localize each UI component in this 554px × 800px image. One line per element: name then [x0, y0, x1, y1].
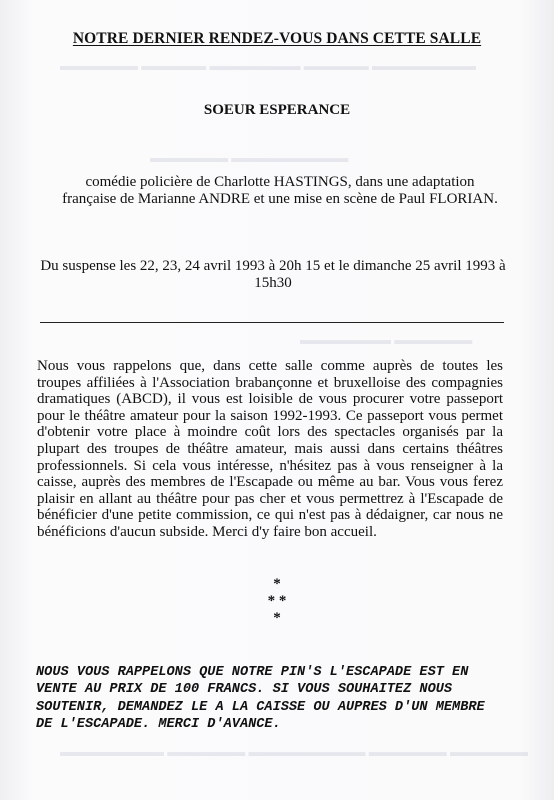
bleed-through: ▬▬▬▬▬▬▬ ▬▬▬▬▬▬	[300, 332, 473, 347]
asterism-top: *	[273, 576, 281, 592]
asterism-middle: * *	[267, 593, 287, 609]
bleed-through: ▬▬▬▬▬▬ ▬▬▬▬▬ ▬▬▬▬▬▬▬ ▬▬▬▬▬ ▬▬▬▬▬▬▬▬	[60, 58, 476, 73]
play-title: SOEUR ESPERANCE	[203, 102, 351, 118]
heading-text: NOTRE DERNIER RENDEZ-VOUS DANS CETTE SALLE	[72, 30, 482, 47]
asterism-ornament	[0, 576, 554, 627]
horizontal-divider	[40, 322, 504, 323]
asterism-bottom: *	[273, 610, 281, 626]
pin-sale-notice: NOUS VOUS RAPPELONS QUE NOTRE PIN'S L'ESCAPADE EST EN VENTE AU PRIX DE 100 FRANCS. SI VOUS SOUHAITEZ NOUS SOUTENIR, DEMANDEZ LE A LA CAISSE OU AUPRES D'UN MEMBRE DE L'ESCAPADE. MERCI D'AVANCE.	[36, 665, 485, 733]
bleed-through: ▬▬▬▬▬▬▬▬ ▬▬▬▬▬▬ ▬▬▬▬▬▬▬▬▬ ▬▬▬▬▬▬ ▬▬▬▬▬▬	[60, 744, 528, 759]
performance-dates: Du suspense les 22, 23, 24 avril 1993 à 20h 15 et le dimanche 25 avril 1993 à 15h30	[40, 258, 506, 291]
page-heading	[0, 30, 554, 48]
bleed-through: ▬▬▬▬▬▬ ▬▬▬▬▬▬▬▬▬	[150, 150, 349, 165]
play-credits: comédie policière de Charlotte HASTINGS, dans une adaptation française de Marianne ANDRE et une mise en scène de Paul FLORIAN.	[62, 174, 498, 207]
passport-announcement: Nous vous rappelons que, dans cette salle comme auprès de toutes les troupes affiliées à l'Association brabançonne et bruxelloise des compagnies dramatiques (ABCD), il vous est loisible de vous procurer votre passeport pour le théâtre amateur pour la saison 1992-1993. Ce passeport vous permet d'obtenir votre place à moindre coût lors des spectacles organisés par la plupart des troupes de théâtre amateur, mais aussi dans certains théâtres professionnels. Si cela vous intéresse, n'hésitez pas à vous renseigner à la caisse, auprès des membres de l'Escapade ou même au bar. Vous vous ferez plaisir en allant au théâtre pour pas cher et vous permettrez à l'Escapade de bénéficier d'une petite commission, ce qui n'est pas à dédaigner, car nous ne bénéficions d'aucun subside. Merci d'y faire bon accueil.	[37, 358, 503, 540]
